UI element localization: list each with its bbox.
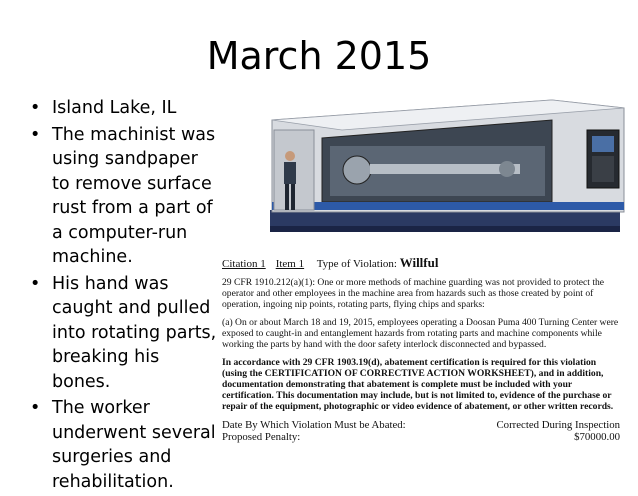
citation-header [222,255,620,271]
bullet-item [30,96,220,121]
penalty-label: Proposed Penalty: [222,431,301,443]
abatement-certification: In accordance with 29 CFR 1903.19(d), abatement certification is required for this violation (using the CERTIFICATION OF CORRECTIVE ACTION WORKSHEET), and in addition, documentation demonstrating that abatement is complete must be included with your certification. This documentation may include, but is not limited to, evidence of the purchase or repair of the equipment, photographic or video evidence of abatement, or other written records. [222,357,614,412]
bullet-dot: • [30,398,41,418]
bullet-item [30,123,220,270]
violation-type-label: Type of Violation: [316,258,397,270]
citation-standard: 29 CFR 1910.212(a)(1): One or more methods of machine guarding was not provided to protect the operator and other employees in the machine area from hazards such as those created by point of operation, ingoing nip points, rotating parts, flying chips and sparks: [222,277,605,310]
citation-description: (a) On or about March 18 and 19, 2015, employees operating a Doosan Puma 400 Turning Center were exposed to caught-in and entanglement hazards from rotating parts and machine components while working the parts by hand with the door safety interlock disconnected and bypassed. [222,317,619,350]
citation-excerpt [222,255,620,443]
bullet-item [30,272,220,395]
abate-date-label: Date By Which Violation Must be Abated: [222,419,406,431]
cnc-machine-image [252,90,630,240]
bullet-dot: • [30,124,41,145]
bullet-item [30,396,220,494]
bullet-text: The worker underwent several surgeries and rehabilitation. [52,398,216,492]
penalty-value: $70000.00 [574,431,620,443]
bullet-text: His hand was caught and pulled into rotating parts, breaking his bones. [52,273,217,392]
bullet-list [30,96,220,496]
abate-date-value: Corrected During Inspection [496,419,620,431]
bullet-dot: • [30,98,41,118]
violation-type: Willful [399,255,439,270]
bullet-text: Island Lake, IL [52,98,177,118]
bullet-dot: • [30,273,41,294]
citation-number: Citation 1 [222,258,266,270]
slide-title: March 2015 [206,34,432,78]
abatement-footer [222,419,620,443]
bullet-text: The machinist was using sandpaper to remove surface rust from a part of a computer-run machine. [52,124,216,267]
citation-item: Item 1 [275,258,305,270]
